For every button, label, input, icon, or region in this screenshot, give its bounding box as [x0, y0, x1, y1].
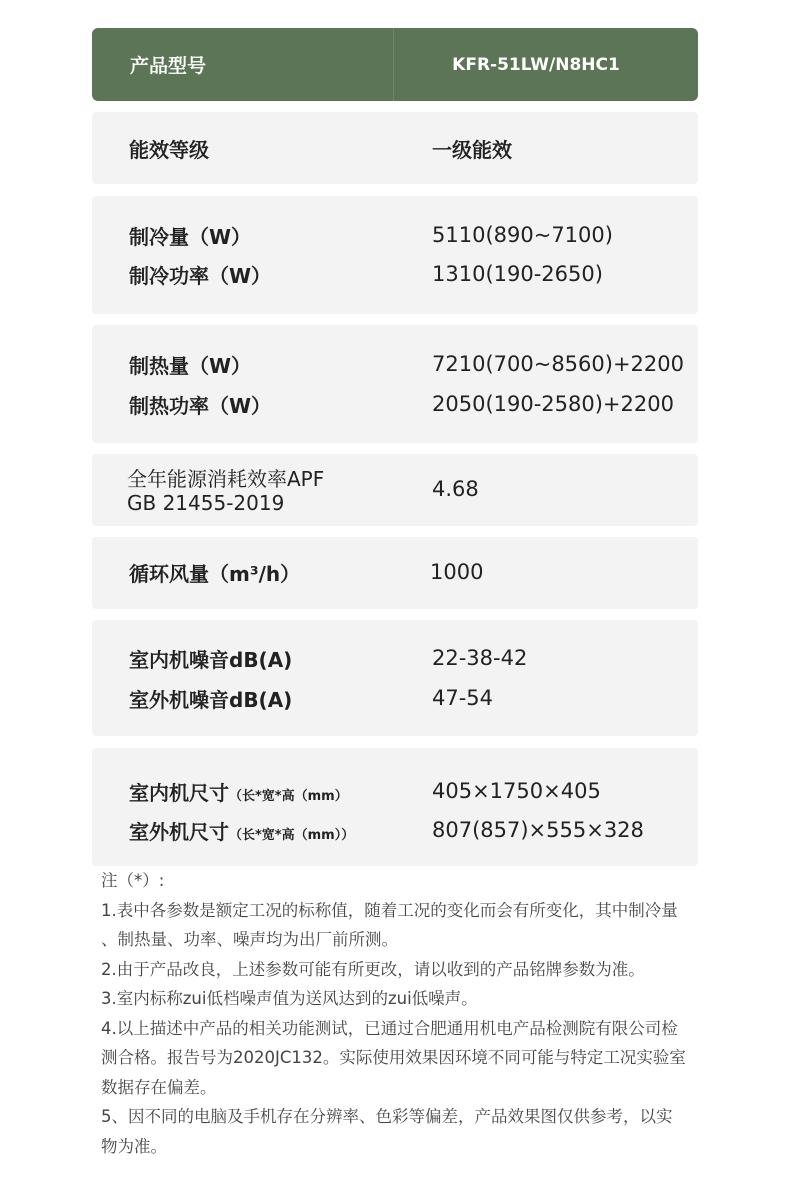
outdoor-size-label: 室外机尺寸: [129, 819, 229, 844]
outdoor-size-unit: （长*宽*高（mm））: [229, 827, 355, 843]
energy-class-block: [92, 112, 698, 184]
model-value: KFR-51LW/N8HC1: [452, 54, 620, 75]
notes-line: 测合格。报告号为2020JC132。实际使用效果因环境不同可能与特定工况实验室: [101, 1048, 686, 1067]
indoor-noise-value: 22-38-42: [432, 646, 528, 670]
notes-title: 注（*）:: [101, 871, 165, 890]
cooling-capacity-label: 制冷量（W）: [129, 224, 252, 249]
notes-section: [101, 866, 711, 1161]
energy-class-value: 一级能效: [432, 137, 512, 162]
model-header: [92, 28, 698, 101]
outdoor-noise-value: 47-54: [432, 686, 494, 710]
noise-block: [92, 620, 698, 736]
notes-line: 4.以上描述中产品的相关功能测试，已通过合肥通用机电产品检测院有限公司检: [101, 1018, 678, 1038]
apf-label-line1: 全年能源消耗效率APF: [127, 467, 325, 491]
notes-line: 3.室内标称zui低档噪声值为送风达到的zui低噪声。: [101, 989, 478, 1008]
notes-line: 、制热量、功率、噪声均为出厂前所测。: [101, 930, 398, 949]
heating-capacity-label: 制热量（W）: [129, 353, 252, 378]
outdoor-size-value: 807(857)×555×328: [432, 818, 644, 842]
airflow-value: 1000: [430, 560, 484, 584]
notes-line: 2.由于产品改良，上述参数可能有所更改，请以收到的产品铭牌参数为准。: [101, 959, 645, 979]
apf-block: [92, 454, 698, 526]
cooling-power-label: 制冷功率（W）: [129, 263, 272, 288]
cooling-block: [92, 196, 698, 314]
notes-line: 物为准。: [101, 1136, 167, 1156]
heating-capacity-value: 7210(700~8560)+2200: [432, 352, 684, 376]
dimensions-block: [92, 748, 698, 866]
heating-power-value: 2050(190-2580)+2200: [432, 392, 674, 416]
cooling-power-value: 1310(190-2650): [432, 262, 603, 286]
airflow-label: 循环风量（m³/h）: [129, 561, 301, 586]
heating-power-label: 制热功率（W）: [129, 393, 272, 418]
indoor-size-unit: （长*宽*高（mm）: [229, 788, 348, 804]
indoor-size-value: 405×1750×405: [432, 779, 601, 803]
apf-label-line2: GB 21455-2019: [127, 491, 285, 515]
cooling-capacity-value: 5110(890~7100): [432, 223, 613, 247]
airflow-block: [92, 537, 698, 609]
heating-block: [92, 325, 698, 443]
notes-line: 5、因不同的电脑及手机存在分辨率、色彩等偏差，产品效果图仅供参考，以实: [101, 1107, 673, 1126]
indoor-noise-label: 室内机噪音dB(A): [129, 647, 293, 672]
outdoor-noise-label: 室外机噪音dB(A): [129, 687, 293, 712]
indoor-size-label: 室内机尺寸: [129, 780, 229, 805]
apf-value: 4.68: [432, 477, 479, 501]
model-label: 产品型号: [92, 28, 394, 101]
energy-class-label: 能效等级: [129, 137, 209, 162]
notes-line: 1.表中各参数是额定工况的标称值，随着工况的变化而会有所变化，其中制冷量: [101, 900, 678, 920]
notes-line: 数据存在偏差。: [101, 1077, 217, 1097]
